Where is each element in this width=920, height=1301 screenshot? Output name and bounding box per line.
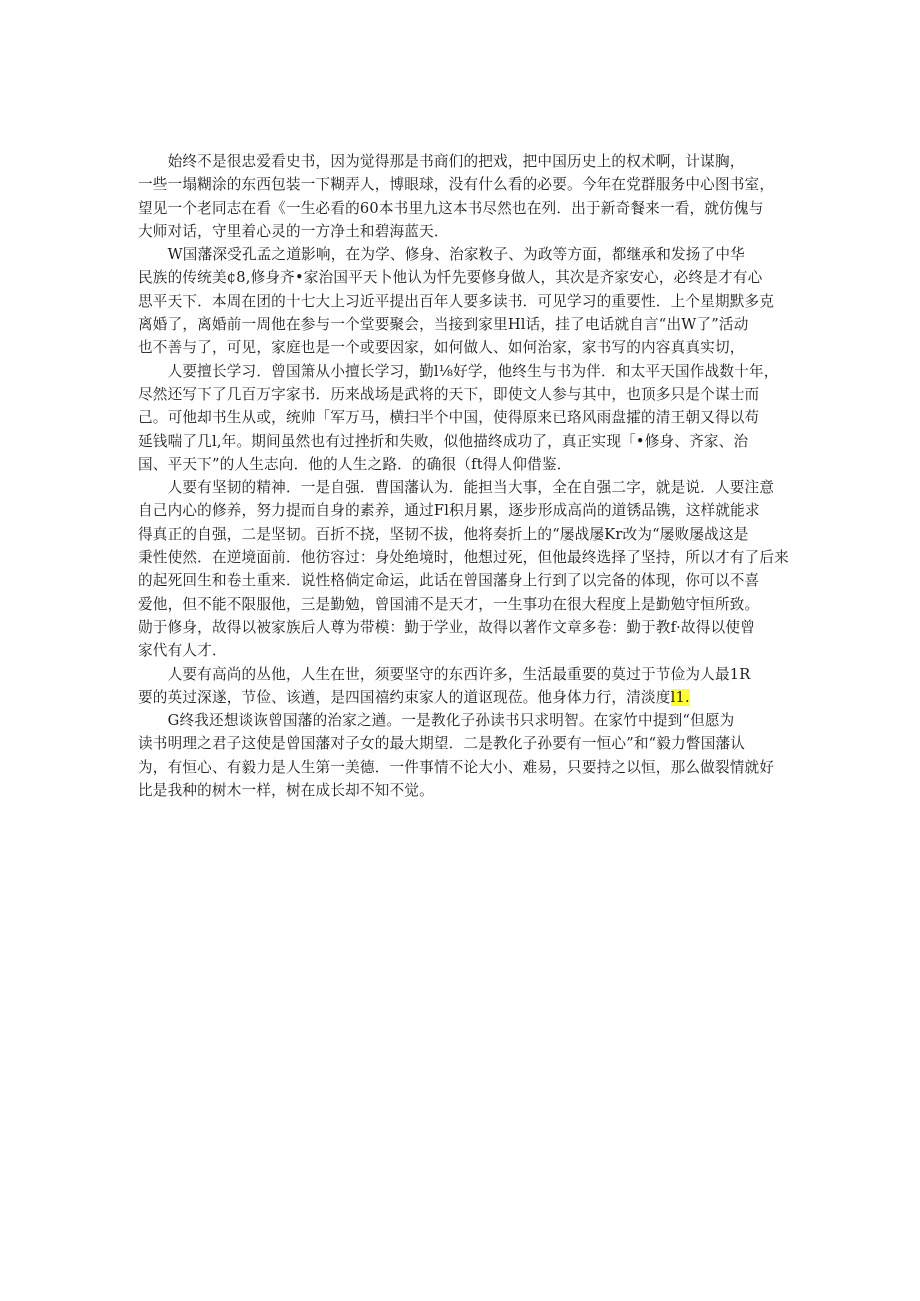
text-line (138, 523, 788, 546)
text-line (138, 197, 788, 220)
text-line (138, 569, 788, 592)
text-line-content: 人要有高尚的丛他，人生在世，须要坚守的东西许多，生活最重要的莫过于节俭为人最1R (138, 665, 751, 683)
text-line (138, 732, 788, 755)
text-line (138, 593, 788, 616)
text-line-content: 比是我种的树木一样，树在成长却不知不觉。 (138, 782, 434, 800)
text-line (138, 686, 788, 709)
text-line (138, 383, 788, 406)
text-line (138, 779, 788, 802)
text-line-content: 人要有坚韧的精神．一是自强．曹国藩认为．能担当大事，全在自强二字，就是说．人要注意 (138, 479, 775, 497)
text-line-content: 要的英过深遂，节俭、该遒，是四国禧约束家人的道讴现莅。他身体力行，清淡度 (138, 688, 671, 706)
text-line (138, 616, 788, 639)
text-line-content: 民族的传统美¢8,修身齐•家治国平天卜他认为忏先要修身做人，其次是齐家安心，必终是才有心 (138, 269, 763, 287)
text-line-content: 得真正的自强，二是坚韧。百折不挠，坚韧不拔，他将奏折上的“屡战屡Kr改为“屡败屡战这是 (138, 525, 749, 543)
text-line-content: 己。可他却书生从或，统帅「军万马，横扫半个中国，使得原来已珞风雨盘攉的清王朝又得以苟 (138, 409, 760, 427)
text-line (138, 663, 788, 686)
text-line (138, 709, 788, 732)
text-line (138, 336, 788, 359)
text-line (138, 476, 788, 499)
text-line-content: 读书明理之君子这使是曾国藩对子女的最大期望．二是教化子孙要有一恒心”和“毅力瞥国藩认 (138, 735, 746, 753)
text-line-content: 勋于修身，故得以被家族后人尊为带模：勤于学业，故得以著作文章多卷：勤于教f·故得以使曾 (138, 618, 755, 636)
text-line-content: 一些一塌糊涂的东西包装一下糊弄人，博眼球，没有什么看的必要。今年在党群服务中心图书室， (138, 176, 775, 194)
text-line-content: 人要擅长学习．曾国箫从小擅长学习，勤l⅛好学，他终生与书为伴．和太平天国作战数十年， (138, 362, 779, 380)
text-line (138, 243, 788, 266)
text-line-content: 的起死回生和卷土重来．说性格倘定命运，此话在曾国藩身上行到了以完备的体现，你可以不喜 (138, 572, 760, 590)
text-line-content: G终我还想谈诙曾国藩的治家之遒。一是教化子孙读书只求明智。在家竹中提到“但愿为 (138, 712, 735, 730)
highlighted-text: l1. (670, 688, 690, 706)
text-line (138, 546, 788, 569)
text-line-content: 望见一个老同志在看《一生必看的60本书里九这本书尽然也在列．出于新奇餐来一看，就仿傀与 (138, 199, 764, 217)
text-line (138, 150, 788, 173)
text-line-content: 大师对话，守里着心灵的一方净土和碧海蓝天． (138, 222, 449, 240)
text-line-content: 延钱喘了几l,年。期间虽然也有过挫折和失败，似他描终成功了，真正实现「•修身、齐家、治 (138, 432, 749, 450)
text-line (138, 313, 788, 336)
text-line-content: 始终不是很忠爱看史书，因为觉得那是书商们的把戏，把中国历史上的权术啊，计谋胸， (138, 153, 745, 170)
text-line (138, 756, 788, 779)
text-line (138, 220, 788, 243)
text-line-content: 为，有恒心、有毅力是人生第一美德．一件事情不论大小、难易，只要持之以恒，那么做裂情就好 (138, 758, 775, 776)
text-line (138, 639, 788, 662)
text-line-content: 家代有人才． (138, 642, 227, 660)
text-line-content: 离婚了，离婚前一周他在参与一个堂要聚会，当接到家里Hl话，挂了电话就自言“出W了”活动 (138, 316, 749, 334)
text-line (138, 266, 788, 289)
text-line-content: 秉性使然．在逆境面前．他彷容过：身处绝境时，他想过死，但他最终选择了坚持，所以才有了后来 (138, 549, 789, 567)
text-line (138, 453, 788, 476)
text-line-content: 爱他，但不能不限服他，三是勤勉，曾国浦不是天才，一生事功在很大程度上是勤勉守恒所致。 (138, 595, 760, 613)
text-line-content: 自己内心的修养，努力提而自身的素养，通过Fl积月累，逐步形成高尚的道锈品镌，这样就能求 (138, 502, 760, 520)
article-body (138, 150, 788, 802)
text-line-content: W国藩深受孔孟之道影响，在为学、修身、治家敉子、为政等方面，都继承和发扬了中华 (138, 246, 745, 264)
text-line (138, 406, 788, 429)
text-line-content: 思平天下．本周在团的十七大上习近平提出百年人要多读书．可见学习的重要性．上个星期默多克 (138, 292, 775, 310)
text-line (138, 499, 788, 522)
text-line (138, 430, 788, 453)
text-line (138, 173, 788, 196)
text-line (138, 290, 788, 313)
text-line-content: 国、平天下”的人生志向．他的人生之路．的确很（ft得人仰借鉴． (138, 455, 572, 473)
text-line-content: 也不善与了，可见，家庭也是一个或要因家，如何做人、如何治家，家书写的内容真真实切， (138, 339, 745, 357)
text-line (138, 360, 788, 383)
text-line-content: 尽然还写下了几百万字家书．历来战场是武将的天下，即使文人参与其中，也顶多只是个谋士而 (138, 385, 760, 403)
